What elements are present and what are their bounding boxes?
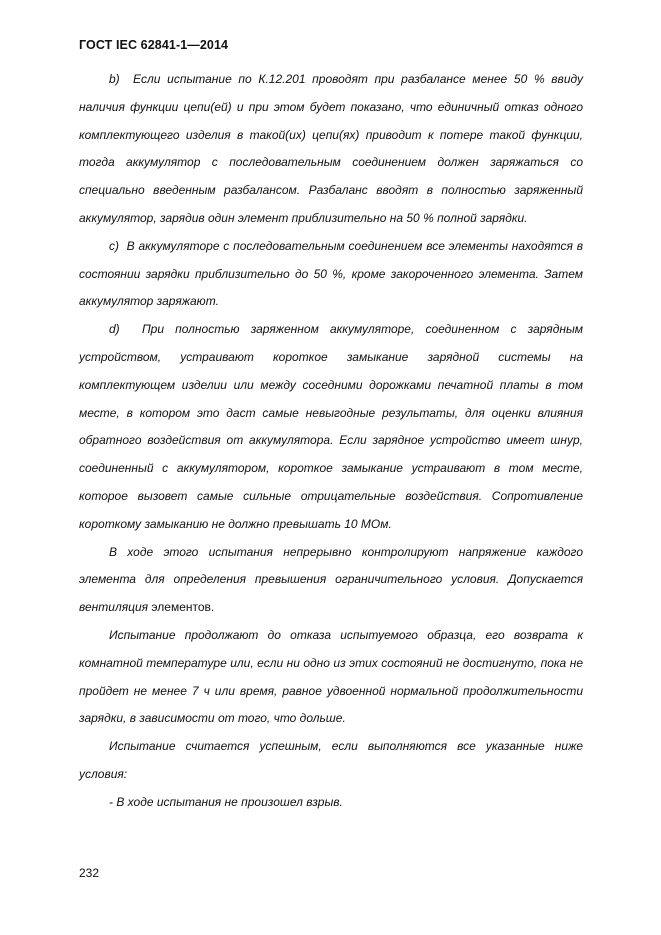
monitoring-text-tail: элементов. bbox=[148, 600, 215, 615]
paragraph-d: d) При полностью заряженном аккумуляторе, соединенном с зарядным устройством, устраивают короткое замыкание зарядной системы на комплектующем изделии или между соседними дорожками печатной платы в том месте, в котором это даст самые невыгодные результаты, для оценки влияния обратного воздействия от аккумулятора. Если зарядное устройство имеет шнур, соединенный с аккумулятором, короткое замыкание устраивают в том месте, которое вызовет самые сильные отрицательные воздействия. Сопротивление короткому замыканию не должно превышать 10 МОм. bbox=[79, 322, 583, 531]
document-header: ГОСТ IEC 62841-1—2014 bbox=[79, 38, 229, 52]
paragraph-c: c) В аккумуляторе с последовательным соединением все элементы находятся в состоянии зарядки приблизительно до 50 %, кроме закороченного элемента. Затем аккумулятор заряжают. bbox=[79, 238, 583, 309]
page-number: 232 bbox=[79, 866, 100, 880]
document-body bbox=[79, 66, 583, 817]
paragraph-monitoring bbox=[79, 539, 583, 622]
paragraph-success-conditions: Испытание считается успешным, если выполняются все указанные ниже условия: bbox=[79, 739, 583, 781]
monitoring-text: В ходе этого испытания непрерывно контролируют напряжение каждого элемента для определения превышения ограничительного условия. Допускается вентиляция bbox=[79, 544, 583, 615]
paragraph-continuation: Испытание продолжают до отказа испытуемого образца, его возврата к комнатной температуре или, если ни одно из этих состояний не достигнуто, пока не пройдет не менее 7 ч или время, равное удвоенной нормальной продолжительности зарядки, в зависимости от того, что дольше. bbox=[79, 627, 583, 726]
paragraph-b: b) Если испытание по К.12.201 проводят при разбалансе менее 50 % ввиду наличия функции цепи(ей) и при этом будет показано, что единичный отказ одного комплектующего изделия в такой(их) цепи(ях) приводит к потере такой функции, тогда аккумулятор с последовательным соединением должен заряжаться со специально введенным разбалансом. Разбаланс вводят в полностью заряженный аккумулятор, зарядив один элемент приблизительно на 50 % полной зарядки. bbox=[79, 72, 583, 225]
list-item: - В ходе испытания не произошел взрыв. bbox=[109, 794, 343, 809]
